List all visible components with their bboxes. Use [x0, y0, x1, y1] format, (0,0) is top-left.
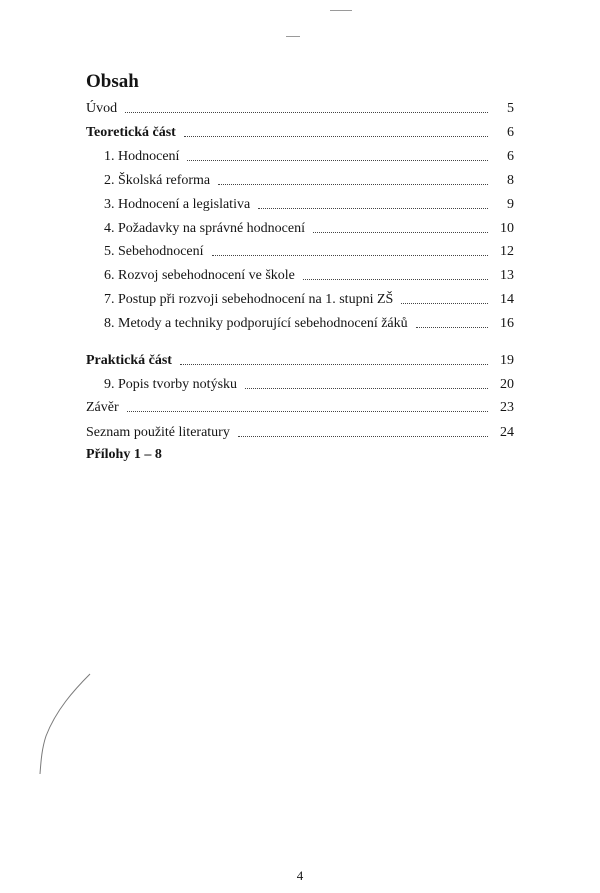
toc-entry-7	[104, 291, 514, 309]
toc-entry-2	[104, 172, 514, 190]
toc-entry-title: 2. Školská reforma	[104, 173, 211, 188]
toc-entry-page: 6	[507, 125, 514, 140]
toc-entry-title: 3. Hodnocení a legislativa	[104, 197, 251, 212]
toc-entry-3	[104, 196, 514, 214]
dot-leader	[258, 208, 488, 209]
toc-entry-page: 20	[500, 377, 514, 392]
toc-entry-uvod	[86, 100, 514, 118]
toc-entry-5	[104, 243, 514, 261]
dot-leader	[127, 411, 488, 412]
toc-entry-title: 1. Hodnocení	[104, 149, 180, 164]
dot-leader	[416, 327, 488, 328]
page-title: Obsah	[86, 71, 139, 92]
toc-entry-9	[104, 376, 514, 394]
dot-leader	[245, 388, 488, 389]
toc-entry-page: 6	[507, 149, 514, 164]
dot-leader	[125, 112, 488, 113]
scan-mark	[330, 10, 352, 11]
toc-entry-4	[104, 220, 514, 238]
toc-entry-zaver	[86, 399, 514, 417]
toc-entry-title: 8. Metody a techniky podporující sebehodnocení žáků	[104, 316, 408, 331]
toc-entry-title: 9. Popis tvorby notýsku	[104, 377, 238, 392]
dot-leader	[180, 364, 488, 365]
toc-entry-page: 13	[500, 268, 514, 283]
dot-leader	[212, 255, 488, 256]
toc-entry-page: 16	[500, 316, 514, 331]
scan-mark	[286, 36, 300, 37]
toc-entry-title: Závěr	[86, 400, 119, 415]
toc-entry-literatura	[86, 424, 514, 442]
toc-entry-1	[104, 148, 514, 166]
dot-leader	[187, 160, 488, 161]
toc-entry-title: Úvod	[86, 101, 118, 116]
toc-entry-6	[104, 267, 514, 285]
toc-entry-title: 6. Rozvoj sebehodnocení ve škole	[104, 268, 295, 283]
dot-leader	[184, 136, 488, 137]
dot-leader	[218, 184, 488, 185]
toc-entry-title: Seznam použité literatury	[86, 425, 230, 440]
toc-entry-page: 8	[507, 173, 514, 188]
dot-leader	[313, 232, 488, 233]
toc-entry-page: 24	[500, 425, 514, 440]
dot-leader	[401, 303, 488, 304]
toc-appendix: Přílohy 1 – 8	[86, 447, 162, 462]
toc-entry-page: 23	[500, 400, 514, 415]
toc-entry-page: 14	[500, 292, 514, 307]
toc-entry-title: 5. Sebehodnocení	[104, 244, 204, 259]
toc-entry-page: 5	[507, 101, 514, 116]
dot-leader	[238, 436, 488, 437]
pencil-mark	[30, 670, 100, 780]
toc-entry-title: 7. Postup při rozvoji sebehodnocení na 1. stupni ZŠ	[104, 292, 394, 307]
toc-entry-page: 19	[500, 353, 514, 368]
toc-entry-page: 12	[500, 244, 514, 259]
toc-entry-title: Teoretická část	[86, 125, 176, 140]
toc-entry-page: 10	[500, 221, 514, 236]
toc-entry-title: Praktická část	[86, 353, 172, 368]
page-number: 4	[296, 868, 304, 883]
toc-entry-page: 9	[507, 197, 514, 212]
toc-section-teoreticka	[86, 124, 514, 142]
toc-section-prakticka	[86, 352, 514, 370]
toc-entry-title: 4. Požadavky na správné hodnocení	[104, 221, 305, 236]
toc-entry-8	[104, 315, 514, 333]
dot-leader	[303, 279, 488, 280]
